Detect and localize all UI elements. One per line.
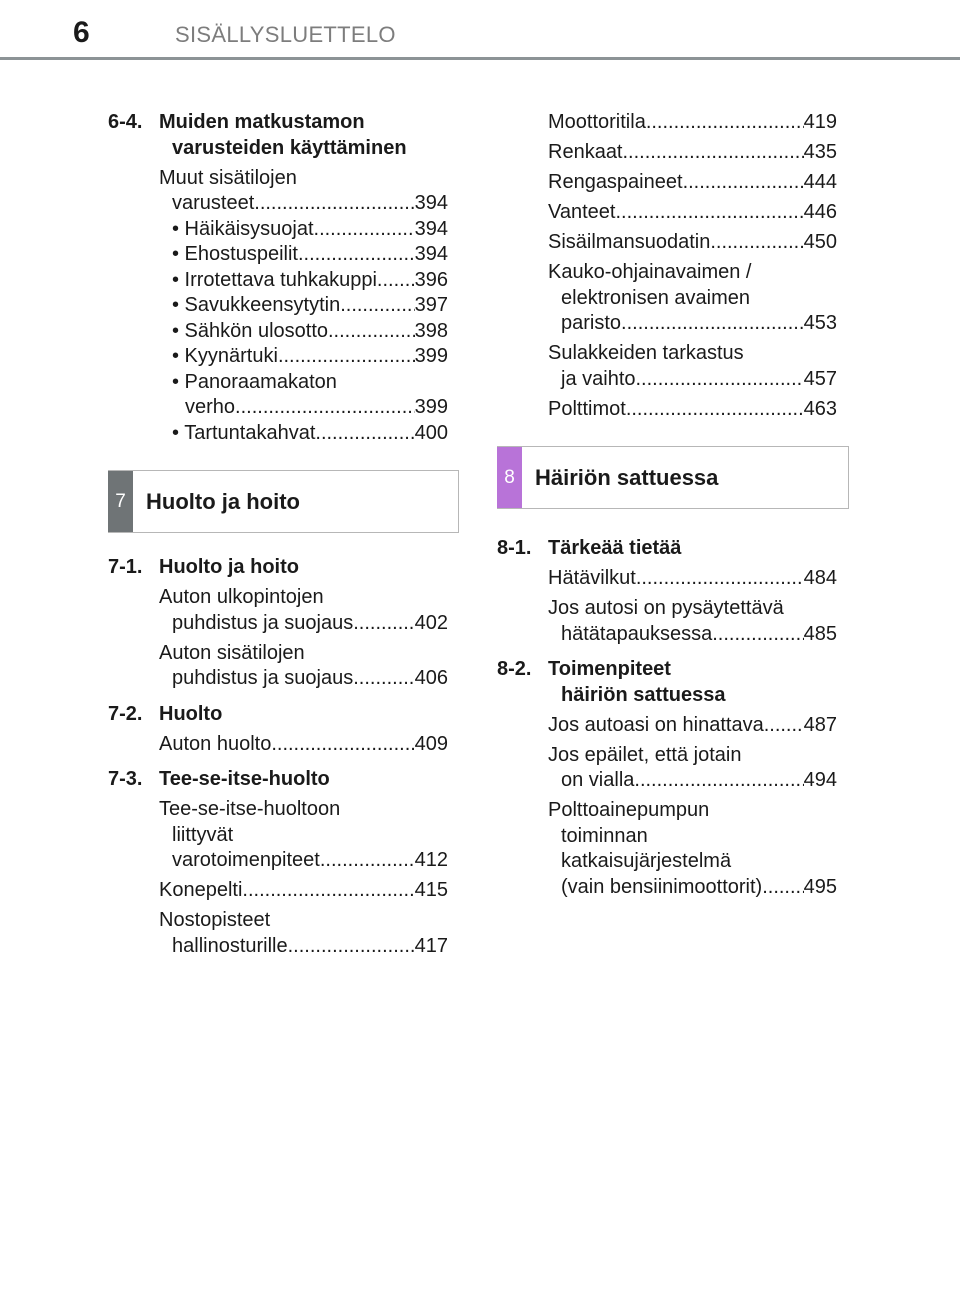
toc-entry[interactable] (548, 341, 837, 392)
header-rule (0, 57, 960, 60)
page-ref: 409 (414, 732, 448, 755)
entry-text: • Häikäisysuojat (172, 217, 314, 240)
toc-entry[interactable] (548, 566, 837, 592)
page-ref: 412 (414, 849, 448, 871)
toc-entry[interactable] (159, 878, 448, 904)
section-8-1-heading[interactable] (497, 536, 837, 562)
page-ref: 444 (803, 171, 837, 193)
chapter-badge: 7 (108, 471, 133, 532)
toc-entry[interactable] (548, 397, 837, 423)
entry-text: Polttoainepumpun (548, 799, 710, 821)
dot-leader (340, 293, 414, 319)
section-number: 7-3. (108, 768, 143, 790)
page-ref: 495 (803, 875, 837, 898)
page-ref: 446 (803, 201, 837, 223)
dot-leader (683, 170, 804, 196)
entry-text: Muut sisätilojen (159, 166, 297, 189)
dot-leader (636, 566, 804, 592)
entry-text: on vialla (561, 769, 635, 791)
page-ref: 400 (414, 421, 448, 444)
entry-text: • Ehostuspeilit (172, 243, 298, 265)
section-number: 8-2. (497, 658, 532, 680)
entry-text: ja vaihto (561, 367, 636, 390)
dot-leader (353, 611, 414, 637)
entry-text: Polttimot (548, 397, 626, 420)
entry-text: liittyvät (172, 823, 234, 846)
page-ref: 484 (803, 567, 837, 589)
section-title: Tee-se-itse-huolto (159, 768, 330, 790)
toc-right-column (497, 110, 837, 900)
section-title: Toimenpiteet (548, 658, 671, 680)
toc-entry[interactable] (548, 200, 837, 226)
entry-text: Kauko-ohjainavaimen / (548, 261, 752, 283)
section-title: Muiden matkustamon (159, 111, 365, 133)
page-ref: 394 (414, 217, 448, 240)
toc-entry[interactable] (548, 596, 837, 647)
toc-subentry[interactable] (159, 319, 448, 345)
entry-text: • Irrotettava tuhkakuppi (172, 268, 377, 291)
page-ref: 435 (803, 141, 837, 163)
page-ref: 453 (803, 312, 837, 334)
chapter-title: Huolto ja hoito (146, 488, 300, 514)
dot-leader (764, 713, 804, 739)
toc-entry[interactable] (548, 743, 837, 794)
entry-text: Auton sisätilojen (159, 641, 305, 664)
entry-text: paristo (561, 312, 622, 334)
toc-entry[interactable] (548, 140, 837, 166)
toc-left-column (108, 110, 448, 959)
entry-text: Auton ulkopintojen (159, 586, 324, 608)
entry-text: Sulakkeiden tarkastus (548, 342, 744, 364)
page-ref: 396 (414, 268, 448, 291)
entry-text: Renkaat (548, 141, 623, 163)
entry-text: hätätapauksessa (561, 622, 713, 645)
entry-text: • Sähkön ulosotto (172, 319, 328, 342)
dot-leader (621, 311, 804, 337)
page-ref: 399 (414, 345, 448, 367)
toc-subentry[interactable] (159, 344, 448, 370)
entry-text: varusteet (172, 192, 255, 214)
entry-text: Jos epäilet, että jotain (548, 743, 742, 766)
toc-subentry[interactable] (159, 242, 448, 268)
dot-leader (634, 768, 803, 794)
dot-leader (623, 140, 804, 166)
dot-leader (271, 732, 414, 758)
entry-text: Moottoritila (548, 111, 646, 133)
section-7-3-heading[interactable] (108, 767, 448, 793)
page-ref: 397 (414, 294, 448, 316)
entry-text: puhdistus ja suojaus (172, 667, 354, 689)
page-ref: 485 (803, 622, 837, 645)
entry-text: Tee-se-itse-huoltoon (159, 798, 341, 820)
page-ref: 419 (803, 111, 837, 133)
page-ref: 487 (803, 713, 837, 736)
page-ref: 450 (803, 231, 837, 253)
section-number: 7-1. (108, 556, 143, 578)
toc-subentry[interactable] (159, 268, 448, 294)
dot-leader (298, 242, 415, 268)
page-ref: 399 (414, 396, 448, 418)
entry-text: Auton huolto (159, 732, 272, 755)
entry-text: Hätävilkut (548, 567, 636, 589)
section-7-1-heading[interactable] (108, 555, 448, 581)
dot-leader (278, 344, 415, 370)
toc-entry[interactable] (159, 585, 448, 636)
section-title-cont: häiriön sattuessa (561, 683, 726, 706)
toc-subentry[interactable] (159, 217, 448, 243)
entry-text: • Savukkeensytytin (172, 294, 341, 316)
section-7-2-heading[interactable] (108, 702, 448, 728)
dot-leader (615, 200, 803, 226)
toc-entry[interactable] (159, 797, 448, 874)
section-number: 8-1. (497, 537, 532, 559)
page-ref: 463 (803, 397, 837, 420)
dot-leader (710, 230, 803, 256)
entry-text: puhdistus ja suojaus (172, 611, 354, 634)
chapter-8-tab[interactable] (497, 446, 849, 509)
page-ref: 457 (803, 367, 837, 390)
entry-text: (vain bensiinimoottorit) (561, 875, 763, 898)
dot-leader (377, 268, 415, 294)
page-ref: 415 (414, 879, 448, 901)
toc-entry[interactable] (548, 713, 837, 739)
entry-text: • Kyynärtuki (172, 345, 278, 367)
dot-leader (254, 191, 414, 217)
section-title: Huolto (159, 702, 223, 725)
dot-leader (314, 217, 415, 243)
dot-leader (646, 110, 804, 136)
toc-entry[interactable] (548, 260, 837, 337)
toc-entry[interactable] (548, 230, 837, 256)
toc-entry[interactable] (548, 798, 837, 900)
toc-entry[interactable] (159, 732, 448, 758)
toc-entry[interactable] (159, 641, 448, 692)
page-number: 6 (73, 16, 90, 49)
section-title: Huolto ja hoito (159, 556, 299, 578)
page-ref: 402 (414, 611, 448, 634)
page-ref: 394 (414, 192, 448, 214)
entry-text: Jos autoasi on hinattava (548, 713, 764, 736)
entry-text: • Tartuntakahvat (172, 421, 316, 444)
entry-text: Rengaspaineet (548, 171, 683, 193)
toc-subentry-panoraamakaton-verho[interactable] (159, 370, 448, 421)
toc-entry[interactable] (548, 110, 837, 136)
dot-leader (288, 934, 415, 960)
entry-text: • Panoraamakaton (172, 370, 337, 393)
page-ref: 406 (414, 667, 448, 689)
entry-text: Jos autosi on pysäytettävä (548, 597, 784, 619)
entry-text: katkaisujärjestelmä (561, 850, 732, 872)
dot-leader (636, 367, 804, 393)
entry-text: verho (185, 396, 236, 418)
toc-entry-muut-sisatilojen-varusteet[interactable] (159, 166, 448, 447)
dot-leader (328, 319, 415, 345)
chapter-badge: 8 (497, 447, 522, 508)
dot-leader (353, 666, 414, 692)
entry-text: Vanteet (548, 201, 616, 223)
dot-leader (242, 878, 414, 904)
entry-text: elektronisen avaimen (561, 286, 750, 309)
dot-leader (315, 421, 414, 447)
section-6-4-heading[interactable] (108, 110, 448, 161)
section-title: Tärkeää tietää (548, 537, 682, 559)
toc-entry[interactable] (548, 170, 837, 196)
toc-entry[interactable] (159, 908, 448, 959)
entry-text: Nostopisteet (159, 909, 271, 931)
dot-leader (320, 848, 415, 874)
page-ref: 494 (803, 769, 837, 791)
dot-leader (626, 397, 804, 423)
section-title-cont: varusteiden käyttäminen (172, 136, 407, 159)
section-number: 7-2. (108, 702, 143, 725)
entry-text: Sisäilmansuodatin (548, 231, 711, 253)
entry-text: varotoimenpiteet (172, 849, 320, 871)
chapter-7-tab[interactable] (108, 470, 459, 533)
toc-subentry[interactable] (159, 293, 448, 319)
page-ref: 417 (414, 934, 448, 957)
entry-text: Konepelti (159, 879, 243, 901)
dot-leader (762, 875, 803, 901)
toc-subentry[interactable] (159, 421, 448, 447)
page-ref: 394 (414, 243, 448, 265)
section-8-2-heading[interactable] (497, 657, 837, 708)
entry-text: toiminnan (561, 824, 648, 847)
dot-leader (712, 622, 803, 648)
page-title: SISÄLLYSLUETTELO (175, 22, 396, 47)
page-ref: 398 (414, 319, 448, 342)
entry-text: hallinosturille (172, 934, 288, 957)
section-number: 6-4. (108, 111, 143, 133)
chapter-title: Häiriön sattuessa (535, 464, 719, 490)
dot-leader (235, 395, 415, 421)
